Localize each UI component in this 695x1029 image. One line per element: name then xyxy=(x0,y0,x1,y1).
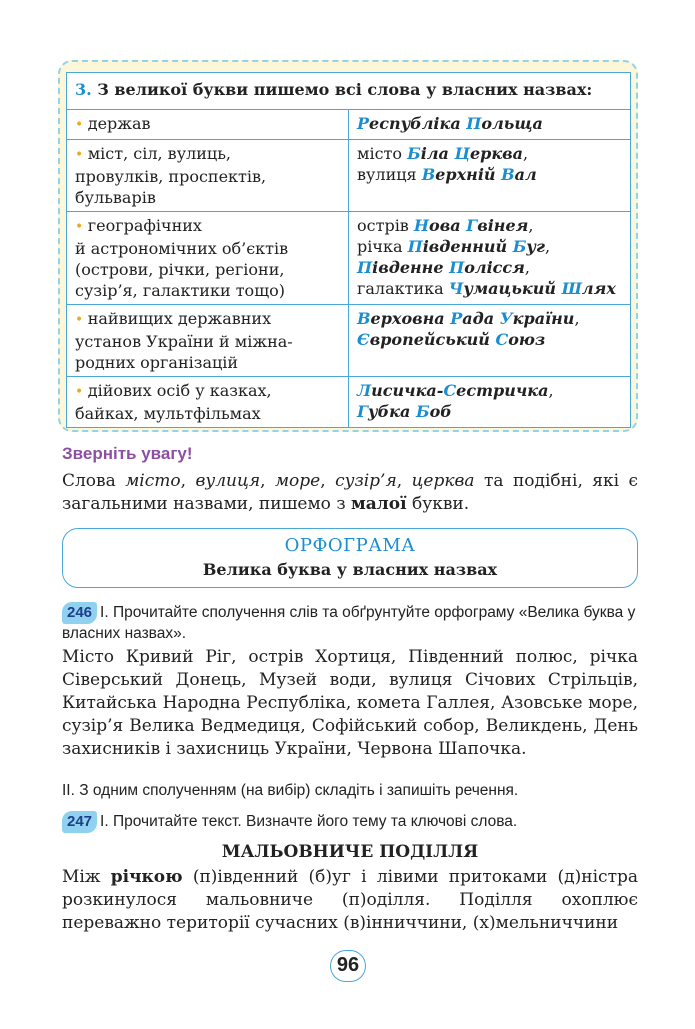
attention-segment: малої xyxy=(351,494,407,514)
category-line: установ України й міжна- xyxy=(75,332,293,351)
capital-letter: В xyxy=(501,165,515,184)
attention-segment: , xyxy=(260,471,275,491)
attention-segment: , xyxy=(180,471,196,491)
capital-letter: П xyxy=(357,258,373,277)
text-post: (п)івденний (б)уг і лівими притоками (д)ністра розкинулося мальовниче (п)оділля. Поділля охоплює переважно території сучасних (в)інниччини, (х)мельниччини xyxy=(62,867,638,933)
proper-name-text: іла xyxy=(420,144,455,163)
attention-segment: , xyxy=(396,471,412,491)
proper-name-text: країни xyxy=(512,309,575,328)
text-bold: річкою xyxy=(110,867,183,887)
task-247-instruction-block xyxy=(62,811,642,833)
rule-example xyxy=(349,140,631,212)
capital-letter: В xyxy=(421,165,436,184)
rule-number: 3. xyxy=(75,80,92,99)
proper-name-text: исичка- xyxy=(371,381,444,400)
capital-letter: Р xyxy=(450,309,463,328)
task-247-text xyxy=(62,866,638,935)
capital-letter: Г xyxy=(466,216,478,235)
rule-row xyxy=(67,377,631,428)
page-number: 96 xyxy=(330,950,366,982)
capital-letter: Л xyxy=(357,381,372,400)
capital-letter: С xyxy=(495,330,509,349)
capital-letter: У xyxy=(499,309,513,328)
category-line: байках, мультфільмах xyxy=(75,404,261,423)
example-line: галактика Чумацький Шлях xyxy=(357,279,616,298)
category-line: (острови, річки, регіони, xyxy=(75,260,285,279)
orfogram-title: ОРФОГРАМА xyxy=(284,535,416,556)
capital-letter: Р xyxy=(357,114,370,133)
proper-name-text: івденне xyxy=(372,258,450,277)
example-line: острів Нова Гвінея, xyxy=(357,216,534,235)
rule-example xyxy=(349,110,631,140)
proper-name-text: ада xyxy=(462,309,500,328)
rule-category xyxy=(67,212,349,305)
category-line: • найвищих державних xyxy=(75,309,272,328)
orfogram-box xyxy=(62,528,638,588)
rule-title-bold: всі слова xyxy=(334,80,421,99)
category-line: • географічних xyxy=(75,216,202,235)
proper-name-text: ольща xyxy=(481,114,543,133)
rule-row xyxy=(67,305,631,377)
category-line: • дійових осіб у казках, xyxy=(75,381,272,400)
rule-category xyxy=(67,377,349,428)
task-246-instruction: I. Прочитайте сполучення слів та обґрунтуйте орфограму «Велика буква у власних назвах». xyxy=(62,604,636,642)
proper-name-text: умацький xyxy=(463,279,562,298)
rule-table xyxy=(66,72,631,428)
proper-name-text: оюз xyxy=(508,330,546,349)
bullet-icon: • xyxy=(75,147,88,163)
proper-name-text: убка xyxy=(368,402,416,421)
rule-title-post: у власних назвах: xyxy=(420,80,593,99)
example-line: Лисичка-Сестричка, xyxy=(357,381,554,400)
rule-header xyxy=(67,73,631,110)
category-line: й астрономічних об’єктів xyxy=(75,239,289,258)
category-line: родних організацій xyxy=(75,353,239,372)
task-number-badge: 246 xyxy=(62,602,97,624)
capital-letter: Н xyxy=(413,216,430,235)
category-line: сузір’я, галактики тощо) xyxy=(75,281,285,300)
attention-segment: Слова xyxy=(62,471,126,491)
bullet-icon: • xyxy=(75,312,88,328)
proper-name-text: лях xyxy=(581,279,616,298)
rule-example xyxy=(349,305,631,377)
rule-category xyxy=(67,305,349,377)
capital-letter: Б xyxy=(415,402,430,421)
attention-segment: місто xyxy=(125,471,181,491)
proper-name-text: об xyxy=(429,402,452,421)
attention-segment: вулиця xyxy=(195,471,261,491)
capital-letter: Б xyxy=(512,237,527,256)
bullet-icon: • xyxy=(75,219,88,235)
proper-name-text: ова xyxy=(429,216,467,235)
capital-letter: Б xyxy=(407,144,421,163)
task-246-instruction-block xyxy=(62,602,642,644)
proper-name-text: ерква xyxy=(469,144,524,163)
rule-example xyxy=(349,377,631,428)
category-line: • держав xyxy=(75,114,151,133)
proper-name-text: вінея xyxy=(477,216,529,235)
capital-letter: С xyxy=(443,381,457,400)
example-line xyxy=(357,113,624,134)
capital-letter: П xyxy=(407,237,423,256)
rule-row xyxy=(67,140,631,212)
proper-name-text: ал xyxy=(514,165,537,184)
capital-letter: В xyxy=(357,309,371,328)
category-line: • міст, сіл, вулиць, xyxy=(75,144,232,163)
task-246-instruction2: II. З одним сполученням (на вибір) складіть і запишіть речення. xyxy=(62,782,519,799)
proper-name-text: олісся xyxy=(464,258,525,277)
capital-letter: П xyxy=(449,258,465,277)
text-heading: МАЛЬОВНИЧЕ ПОДІЛЛЯ xyxy=(221,842,479,862)
proper-name-text: івденний xyxy=(422,237,513,256)
attention-text xyxy=(62,470,638,516)
rule-example xyxy=(349,212,631,305)
task-number-badge: 247 xyxy=(62,811,97,833)
example-line xyxy=(357,401,624,422)
rule-row xyxy=(67,110,631,140)
example-line: Південне Полісся, xyxy=(357,258,530,277)
proper-name-text: еспубліка xyxy=(369,114,467,133)
attention-segment: та подібні, які є загальними назвами, пишемо з xyxy=(62,471,639,514)
capital-letter: Ч xyxy=(448,279,464,298)
proper-name-text: вропейський xyxy=(369,330,496,349)
example-line: місто Біла Церква, xyxy=(357,144,529,163)
category-line: бульварів xyxy=(75,188,156,207)
example-line: Верховна Рада України, xyxy=(357,309,580,328)
rule-title-pre: З великої букви пишемо xyxy=(97,80,335,99)
proper-name-text: естричка xyxy=(456,381,549,400)
attention-segment: сузір’я xyxy=(335,471,397,491)
capital-letter: Ц xyxy=(454,144,470,163)
rule-category xyxy=(67,140,349,212)
capital-letter: П xyxy=(466,114,482,133)
attention-segment: , xyxy=(320,471,336,491)
attention-segment: церква xyxy=(411,471,475,491)
text-pre: Між xyxy=(62,867,111,887)
category-line: провулків, проспектів, xyxy=(75,167,267,186)
orfogram-subtitle: Велика буква у власних назвах xyxy=(202,560,498,579)
task-247-instruction: I. Прочитайте текст. Визначте його тему та ключові слова. xyxy=(100,813,518,830)
rule-category xyxy=(67,110,349,140)
capital-letter: Г xyxy=(357,402,369,421)
example-line xyxy=(357,329,624,350)
capital-letter: Ш xyxy=(561,279,582,298)
attention-title: Зверніть увагу! xyxy=(62,444,193,463)
example-line: річка Південний Буг, xyxy=(357,237,551,256)
proper-name-text: ерхній xyxy=(435,165,502,184)
bullet-icon: • xyxy=(75,384,88,400)
proper-name-text: уг xyxy=(526,237,545,256)
bullet-icon: • xyxy=(75,117,88,133)
capital-letter: Є xyxy=(357,330,370,349)
rule-row xyxy=(67,212,631,305)
example-line: вулиця Верхній Вал xyxy=(357,165,537,184)
proper-name-text: ерховна xyxy=(370,309,451,328)
attention-segment: море xyxy=(274,471,321,491)
task-246-text: Місто Кривий Ріг, острів Хортиця, Південний полюс, річка Сіверський Донець, Музей води, вулиця Січових Стрільців, Китайська Народна Республіка, комета Галлея, Азовське море, сузір’я Велика Ведмедиця, Софійський собор, Великдень, День захисників і захисниць України, Червона Шапочка. xyxy=(62,647,638,759)
attention-segment: букви. xyxy=(406,494,470,514)
